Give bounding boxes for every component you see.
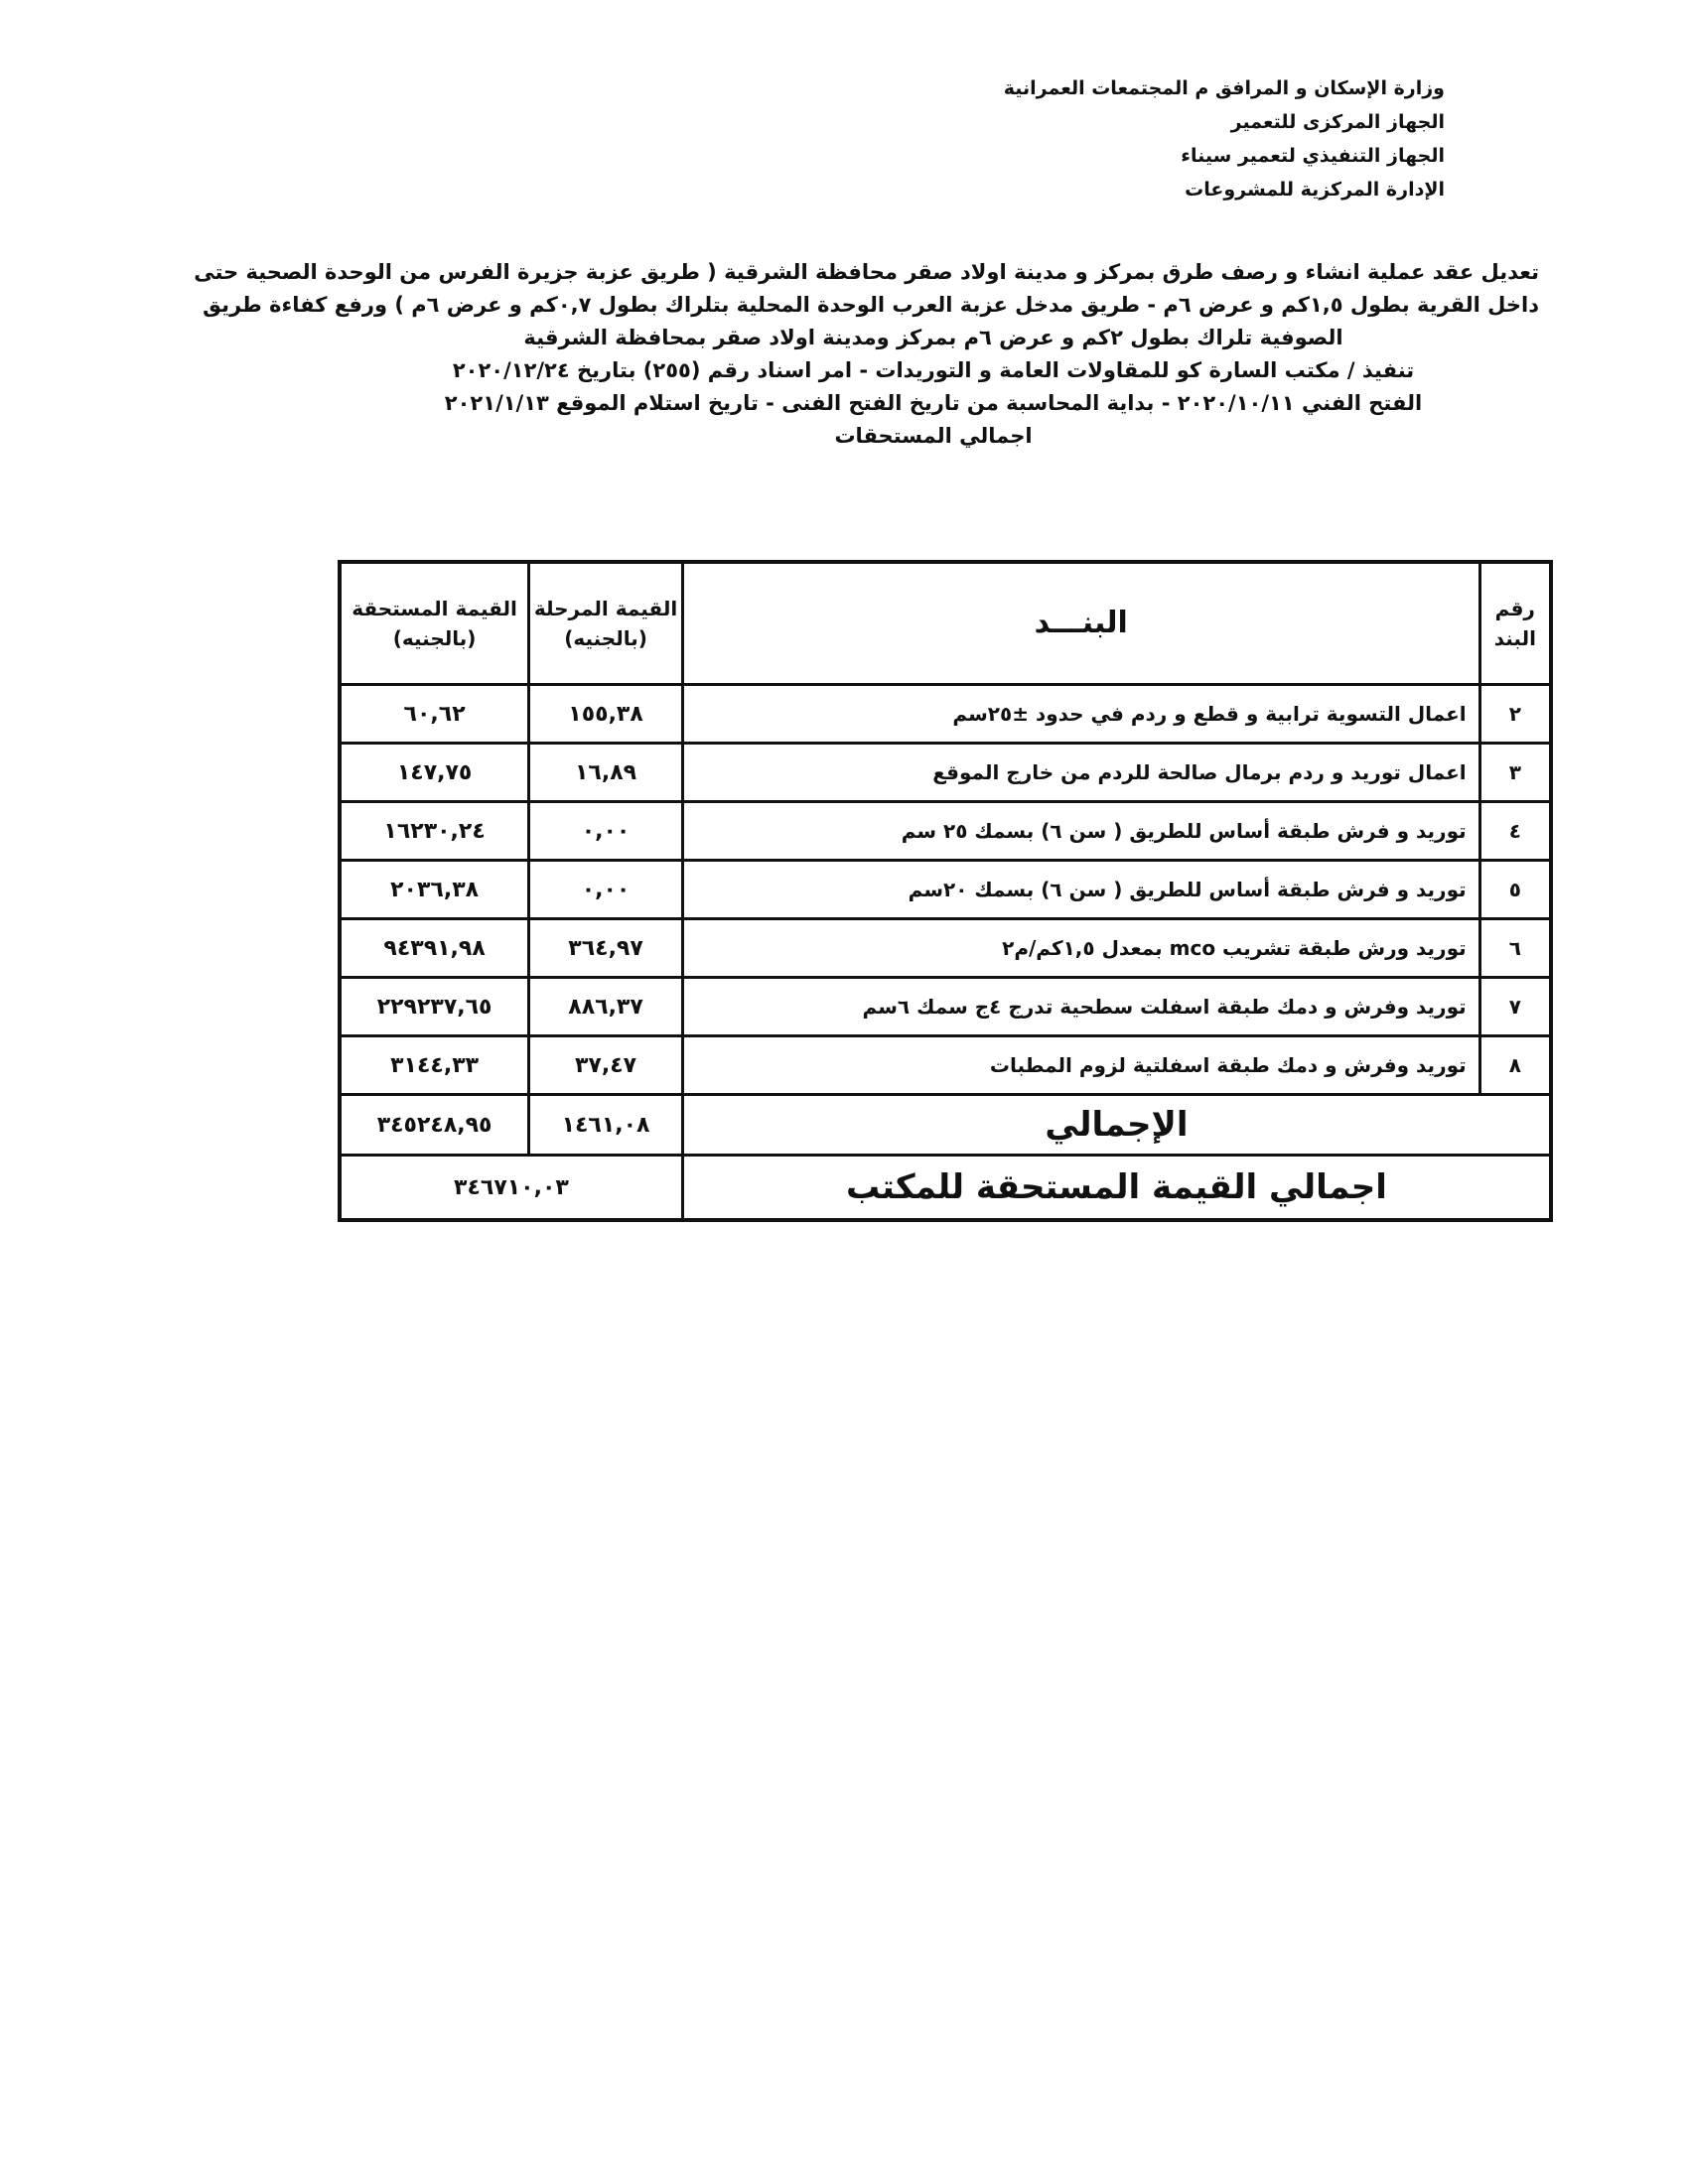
- stage-value: ٠,٠٠: [529, 861, 683, 919]
- stage-value: ٣٧,٤٧: [529, 1036, 683, 1095]
- table-row: [340, 978, 1551, 1036]
- due-value: ١٤٧,٧٥: [340, 744, 529, 802]
- total-row: [340, 1095, 1551, 1156]
- item-no: ٦: [1479, 919, 1551, 978]
- due-value: ٣١٤٤,٣٣: [340, 1036, 529, 1095]
- summary-title: اجمالي المستحقات: [834, 424, 1033, 448]
- table-header-row: [340, 562, 1551, 685]
- agency-name: الجهاز المركزى للتعمير: [1230, 111, 1445, 133]
- item-no: ٢: [1479, 685, 1551, 744]
- due-value: ٢٢٩٢٣٧,٦٥: [340, 978, 529, 1036]
- stage-value: ٠,٠٠: [529, 802, 683, 861]
- due-value: ٢٠٣٦,٣٨: [340, 861, 529, 919]
- ministry-name: وزارة الإسكان و المرافق م المجتمعات العمرانية: [1003, 77, 1445, 99]
- table-row: [340, 685, 1551, 744]
- executive-agency-name: الجهاز التنفيذي لتعمير سيناء: [1181, 145, 1445, 167]
- total-due-value: ٣٤٥٢٤٨,٩٥: [340, 1095, 529, 1156]
- table-row: [340, 744, 1551, 802]
- intro-line: الصوفية تلراك بطول ٢كم و عرض ٦م بمركز ومدينة اولاد صقر بمحافظة الشرقية: [523, 326, 1343, 349]
- intro-line: داخل القرية بطول ١,٥كم و عرض ٦م - طريق مدخل عزبة العرب الوحدة المحلية بتلراك بطول ٠,٧كم و عرض ٦م ) ورفع كفاءة طريق: [203, 293, 1539, 317]
- stage-value: ١٥٥,٣٨: [529, 685, 683, 744]
- department-name: الإدارة المركزية للمشروعات: [1185, 179, 1445, 201]
- item-no: ٥: [1479, 861, 1551, 919]
- grand-total-label: اجمالي القيمة المستحقة للمكتب: [682, 1156, 1551, 1221]
- table-row: [340, 861, 1551, 919]
- grand-total-value: ٣٤٦٧١٠,٠٣: [340, 1156, 682, 1221]
- stage-value: ٣٦٤,٩٧: [529, 919, 683, 978]
- contract-description: [194, 256, 1539, 453]
- item-no: ٨: [1479, 1036, 1551, 1095]
- intro-line: تعديل عقد عملية انشاء و رصف طرق بمركز و مدينة اولاد صقر محافظة الشرقية ( طريق عزبة جزيرة الفرس من الوحدة الصحية حتى: [194, 260, 1539, 284]
- item-description: توريد وفرش و دمك طبقة اسفلت سطحية تدرج ٤ج سمك ٦سم: [682, 978, 1479, 1036]
- item-no: ٧: [1479, 978, 1551, 1036]
- stage-value: ١٦,٨٩: [529, 744, 683, 802]
- header-stage-value: القيمة المرحلة (بالجنيه): [529, 562, 683, 685]
- table-row: [340, 919, 1551, 978]
- grand-total-row: [340, 1156, 1551, 1221]
- table-row: [340, 802, 1551, 861]
- item-description: توريد و فرش طبقة أساس للطريق ( سن ٦) بسمك ٢٠سم: [682, 861, 1479, 919]
- execution-line: تنفيذ / مكتب السارة كو للمقاولات العامة و التوريدات - امر اسناد رقم (٢٥٥) بتاريخ ٢٠٢٠/١٢/٢٤: [452, 358, 1415, 382]
- header-item-no: رقم البند: [1479, 562, 1551, 685]
- item-description: اعمال التسوية ترابية و قطع و ردم في حدود ±٢٥سم: [682, 685, 1479, 744]
- item-description: توريد و فرش طبقة أساس للطريق ( سن ٦) بسمك ٢٥ سم: [682, 802, 1479, 861]
- letterhead: [1004, 71, 1445, 206]
- due-value: ٩٤٣٩١,٩٨: [340, 919, 529, 978]
- table-row: [340, 1036, 1551, 1095]
- item-no: ٣: [1479, 744, 1551, 802]
- header-item: البنـــد: [682, 562, 1479, 685]
- due-value: ١٦٢٣٠,٢٤: [340, 802, 529, 861]
- dates-line: الفتح الفني ٢٠٢٠/١٠/١١ - بداية المحاسبة من تاريخ الفتح الفنى - تاريخ استلام الموقع ٢٠٢١/١/١٣: [444, 391, 1423, 415]
- item-no: ٤: [1479, 802, 1551, 861]
- item-description: توريد وفرش و دمك طبقة اسفلتية لزوم المطبات: [682, 1036, 1479, 1095]
- header-due-value: القيمة المستحقة (بالجنيه): [340, 562, 529, 685]
- dues-table: [338, 560, 1553, 1222]
- due-value: ٦٠,٦٢: [340, 685, 529, 744]
- total-label: الإجمالي: [682, 1095, 1551, 1156]
- item-description: اعمال توريد و ردم برمال صالحة للردم من خارج الموقع: [682, 744, 1479, 802]
- total-stage-value: ١٤٦١,٠٨: [529, 1095, 683, 1156]
- item-description: توريد ورش طبقة تشريب mco بمعدل ١,٥كم/م٢: [682, 919, 1479, 978]
- stage-value: ٨٨٦,٣٧: [529, 978, 683, 1036]
